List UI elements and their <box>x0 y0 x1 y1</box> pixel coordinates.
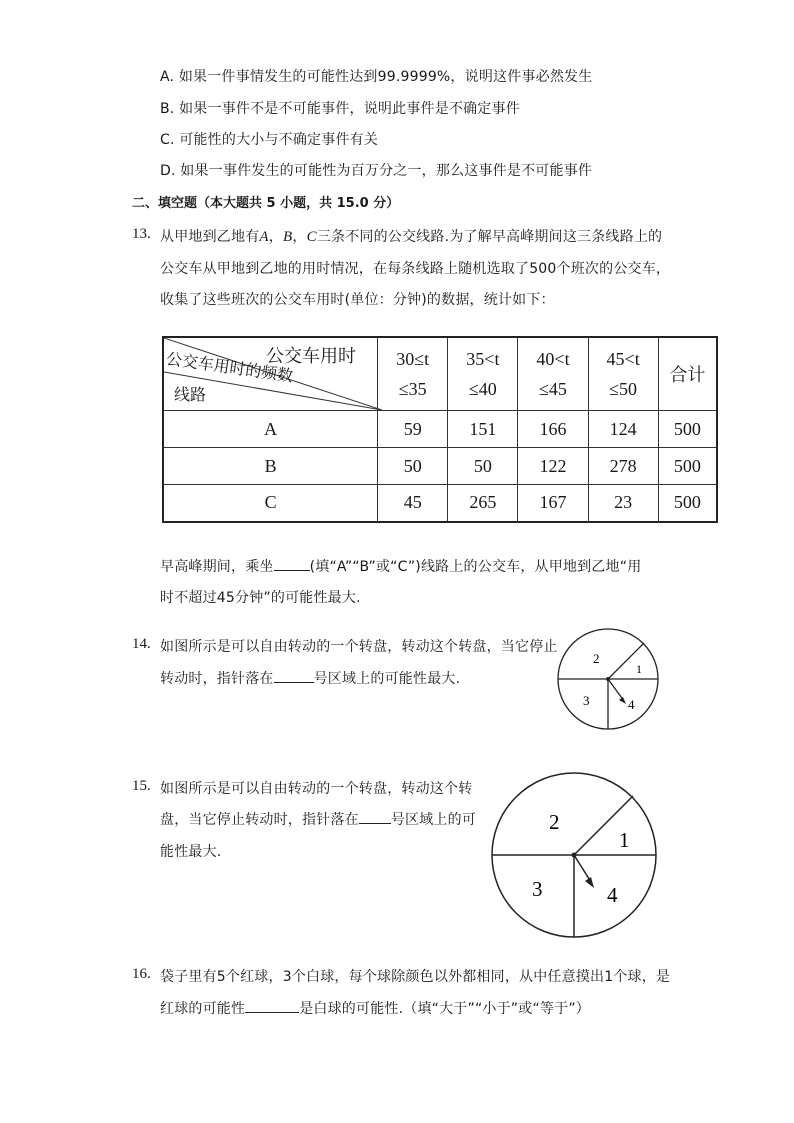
range-2-bottom: ≤40 <box>468 379 497 399</box>
range-4-top: 45<t <box>606 349 640 369</box>
range-2-top: 35<t <box>466 349 500 369</box>
range-1-bottom: ≤35 <box>398 379 427 399</box>
route-cell: B <box>163 448 378 485</box>
value-cell: 45 <box>378 485 448 522</box>
value-cell: 50 <box>448 448 518 485</box>
option-d: D. 如果一事件发生的可能性为百万分之一，那么这事件是不可能事件 <box>160 163 593 179</box>
q14-label-1: 1 <box>636 662 642 676</box>
range-col-4 <box>588 337 658 411</box>
section-title: 二、填空题（本大题共 5 小题，共 15.0 分） <box>132 196 400 211</box>
table-diagonal-header <box>163 337 378 411</box>
q15-label-2: 2 <box>549 810 560 834</box>
q14-spinner <box>556 627 660 731</box>
q13-var-a: A <box>259 229 269 245</box>
value-cell: 166 <box>518 411 588 448</box>
total-header: 合计 <box>658 337 717 411</box>
q13-line1-post: 三条不同的公交线路.为了解早高峰期间这三条线路上的 <box>316 229 663 245</box>
q15-spinner <box>489 771 659 941</box>
q15-answer-blank[interactable] <box>359 809 391 824</box>
q16-line2-post: 是白球的可能性.（填“大于”“小于”或“等于”） <box>299 1001 590 1017</box>
q14-line2-post: 号区域上的可能性最大. <box>313 671 461 687</box>
q14-line2 <box>160 668 460 688</box>
total-cell: 500 <box>658 448 717 485</box>
q15-line2 <box>160 809 476 829</box>
range-col-2 <box>448 337 518 411</box>
q16-number: 16. <box>132 966 151 982</box>
q14-label-4: 4 <box>628 697 635 712</box>
q14-answer-blank[interactable] <box>274 668 314 683</box>
value-cell: 124 <box>588 411 658 448</box>
q13-answer-pre: 早高峰期间，乘坐 <box>160 559 274 575</box>
q13-sep1: ， <box>268 229 283 245</box>
q14-number: 14. <box>132 636 151 652</box>
q15-label-1: 1 <box>619 828 630 852</box>
q14-label-3: 3 <box>583 693 590 708</box>
value-cell: 122 <box>518 448 588 485</box>
header-route: 线路 <box>174 385 207 404</box>
q13-var-b: B <box>282 229 293 245</box>
q15-line1: 如图所示是可以自由转动的一个转盘，转动这个转 <box>160 781 473 797</box>
value-cell: 265 <box>448 485 518 522</box>
frequency-table <box>162 336 718 523</box>
option-c: C. 可能性的大小与不确定事件有关 <box>160 132 379 148</box>
value-cell: 23 <box>588 485 658 522</box>
q15-number: 15. <box>132 778 151 794</box>
q13-answer-blank[interactable] <box>274 556 310 571</box>
q15-label-4: 4 <box>607 883 618 907</box>
range-3-bottom: ≤45 <box>539 379 567 399</box>
q13-number: 13. <box>132 226 151 242</box>
q15-label-3: 3 <box>532 877 543 901</box>
value-cell: 59 <box>378 411 448 448</box>
table-row <box>163 485 717 522</box>
q13-line2: 公交车从甲地到乙地的用时情况，在每条线路上随机选取了500个班次的公交车， <box>160 261 671 277</box>
value-cell: 278 <box>588 448 658 485</box>
q15-line3: 能性最大. <box>160 844 222 860</box>
value-cell: 167 <box>518 485 588 522</box>
q14-line1: 如图所示是可以自由转动的一个转盘，转动这个转盘，当它停止 <box>160 639 558 655</box>
table-row <box>163 448 717 485</box>
route-cell: C <box>163 485 378 522</box>
table-header-row <box>163 337 717 411</box>
total-cell: 500 <box>658 411 717 448</box>
q14-label-2: 2 <box>593 651 600 666</box>
q13-line1-pre: 从甲地到乙地有 <box>160 229 260 245</box>
route-cell: A <box>163 411 378 448</box>
q16-answer-blank[interactable] <box>245 998 299 1013</box>
range-col-1 <box>378 337 448 411</box>
q13-answer-line2: 时不超过45分钟”的可能性最大. <box>160 590 361 606</box>
q16-line2-pre: 红球的可能性 <box>160 1001 246 1017</box>
table-row <box>163 411 717 448</box>
option-b: B. 如果一事件不是不可能事件，说明此事件是不确定事件 <box>160 101 520 117</box>
header-time: 公交车用时 <box>266 346 356 367</box>
q13-answer-post: (填“A”“B”或“C”)线路上的公交车，从甲地到乙地“用 <box>309 559 642 575</box>
q13-line3: 收集了这些班次的公交车用时(单位：分钟)的数据，统计如下： <box>160 292 555 308</box>
range-4-bottom: ≤50 <box>609 379 638 399</box>
q13-sep2: ， <box>292 229 307 245</box>
q13-answer-line1 <box>160 556 641 576</box>
q15-line2-pre: 盘，当它停止转动时，指针落在 <box>160 812 359 828</box>
option-a: A. 如果一件事情发生的可能性达到99.9999%，说明这件事必然发生 <box>160 69 593 85</box>
value-cell: 151 <box>448 411 518 448</box>
header-frequency: 公交车用时的频数 <box>164 348 295 386</box>
range-1-top: 30≤t <box>396 349 430 369</box>
value-cell: 50 <box>378 448 448 485</box>
q16-line1: 袋子里有5个红球，3个白球，每个球除颜色以外都相同，从中任意摸出1个球，是 <box>160 969 671 985</box>
q13-var-c: C <box>306 229 317 245</box>
q16-line2 <box>160 998 590 1018</box>
total-cell: 500 <box>658 485 717 522</box>
q13-line1 <box>160 226 662 246</box>
q14-line2-pre: 转动时，指针落在 <box>160 671 274 687</box>
q15-line2-post: 号区域上的可 <box>390 812 477 828</box>
range-col-3 <box>518 337 588 411</box>
range-3-top: 40<t <box>536 349 570 369</box>
